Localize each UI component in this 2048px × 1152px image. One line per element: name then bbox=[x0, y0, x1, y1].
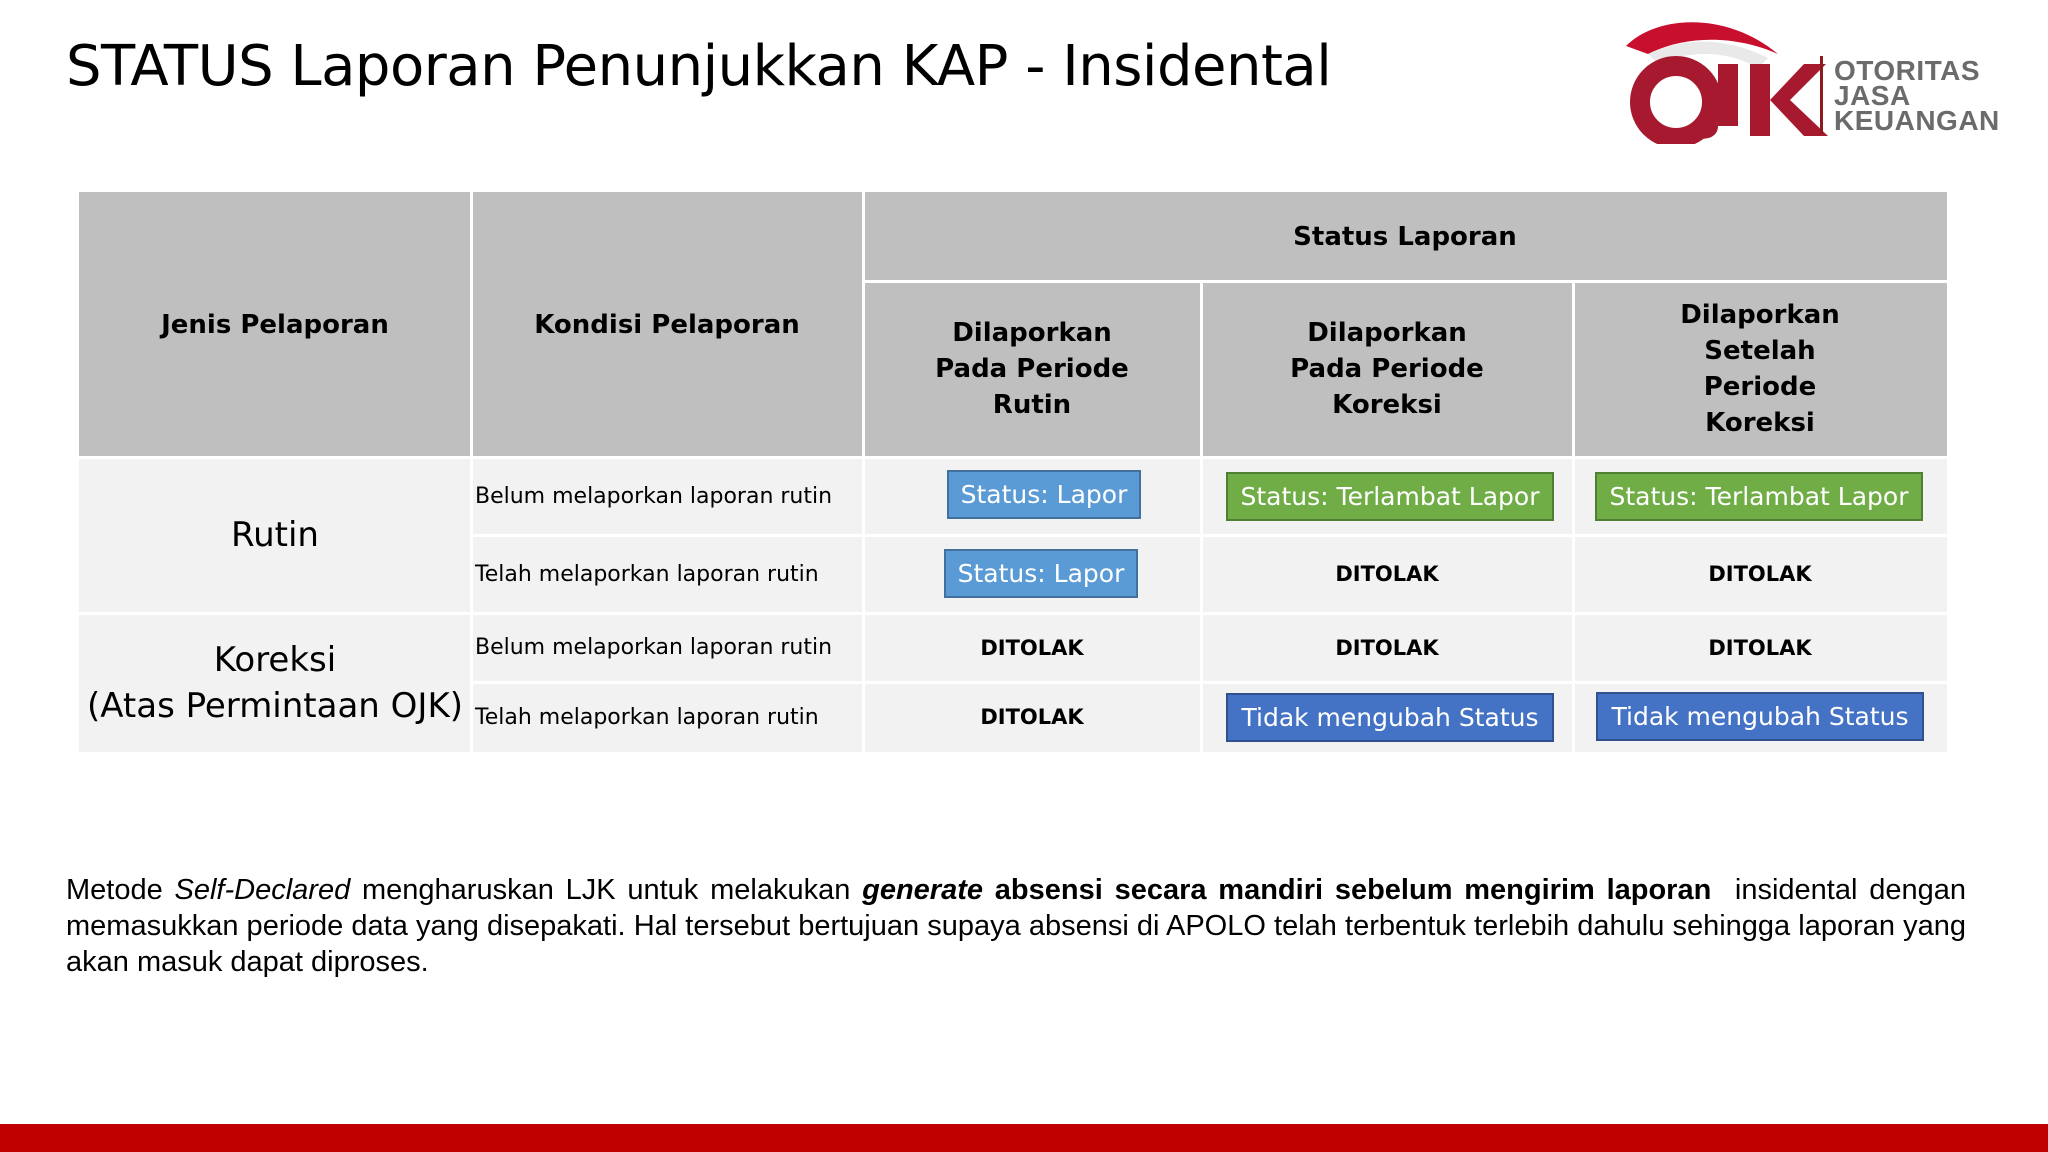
row2-col3-ditolak: DITOLAK bbox=[1573, 535, 1947, 613]
row3-kondisi: Belum melaporkan laporan rutin bbox=[471, 613, 863, 682]
ojk-logo bbox=[1618, 14, 1998, 144]
logo-line-keuangan: KEUANGAN bbox=[1834, 105, 2000, 136]
grid-line bbox=[863, 280, 1947, 283]
grid-line bbox=[862, 192, 865, 752]
row3-col3-ditolak: DITOLAK bbox=[1573, 613, 1947, 682]
status-lapor-badge: Status: Lapor bbox=[944, 549, 1138, 598]
para-generate: generate bbox=[862, 874, 984, 906]
header-jenis-pelaporan: Jenis Pelaporan bbox=[79, 192, 471, 457]
status-table bbox=[79, 192, 1947, 752]
grid-line bbox=[471, 534, 1947, 537]
status-lapor-badge: Status: Lapor bbox=[947, 470, 1141, 519]
page-title: STATUS Laporan Penunjukkan KAP - Insidental bbox=[66, 34, 1332, 99]
para-self-declared: Self-Declared bbox=[174, 874, 351, 906]
header-kondisi-pelaporan: Kondisi Pelaporan bbox=[471, 192, 863, 457]
header-periode-rutin: Dilaporkan Pada Periode Rutin bbox=[863, 281, 1201, 457]
header-periode-koreksi: Dilaporkan Pada Periode Koreksi bbox=[1201, 281, 1573, 457]
row3-col2-ditolak: DITOLAK bbox=[1201, 613, 1573, 682]
group-koreksi: Koreksi (Atas Permintaan OJK) bbox=[79, 613, 471, 752]
grid-line bbox=[471, 681, 1947, 684]
tidak-mengubah-status-badge: Tidak mengubah Status bbox=[1226, 693, 1554, 742]
row2-col2-ditolak: DITOLAK bbox=[1201, 535, 1573, 613]
description-paragraph bbox=[66, 872, 1975, 980]
logo-line-jasa: JASA bbox=[1834, 80, 1911, 111]
row4-col1-ditolak: DITOLAK bbox=[863, 682, 1201, 752]
header-setelah-koreksi: Dilaporkan Setelah Periode Koreksi bbox=[1573, 281, 1947, 457]
row2-kondisi: Telah melaporkan laporan rutin bbox=[471, 535, 863, 613]
para-text-2: mengharuskan LJK untuk melakukan bbox=[350, 874, 863, 906]
para-text-3: insidental dengan memasukkan periode data yang disepakati. Hal tersebut bertujuan supaya absensi di APOLO telah terbentuk terlebih dahulu sehingga laporan yang akan masuk dapat diproses. bbox=[66, 874, 1975, 978]
row4-kondisi: Telah melaporkan laporan rutin bbox=[471, 682, 863, 752]
status-terlambat-lapor-badge: Status: Terlambat Lapor bbox=[1595, 472, 1923, 521]
ojk-logo-mark bbox=[1618, 14, 1828, 144]
header-status-laporan: Status Laporan bbox=[863, 192, 1947, 281]
logo-text bbox=[1834, 55, 2000, 136]
logo-line-otoritas: OTORITAS bbox=[1834, 55, 1981, 86]
tidak-mengubah-status-badge: Tidak mengubah Status bbox=[1596, 692, 1924, 741]
para-text-1: Metode bbox=[66, 874, 175, 906]
row1-kondisi: Belum melaporkan laporan rutin bbox=[471, 457, 863, 535]
logo-divider bbox=[1820, 56, 1823, 134]
row3-col1-ditolak: DITOLAK bbox=[863, 613, 1201, 682]
grid-line bbox=[470, 192, 473, 752]
grid-line bbox=[79, 612, 1947, 615]
status-terlambat-lapor-badge: Status: Terlambat Lapor bbox=[1226, 472, 1554, 521]
grid-line bbox=[79, 456, 1947, 459]
para-bold-phrase: absensi secara mandiri sebelum mengirim laporan bbox=[983, 874, 1712, 906]
group-rutin: Rutin bbox=[79, 457, 471, 613]
footer-bar bbox=[0, 1124, 2048, 1152]
